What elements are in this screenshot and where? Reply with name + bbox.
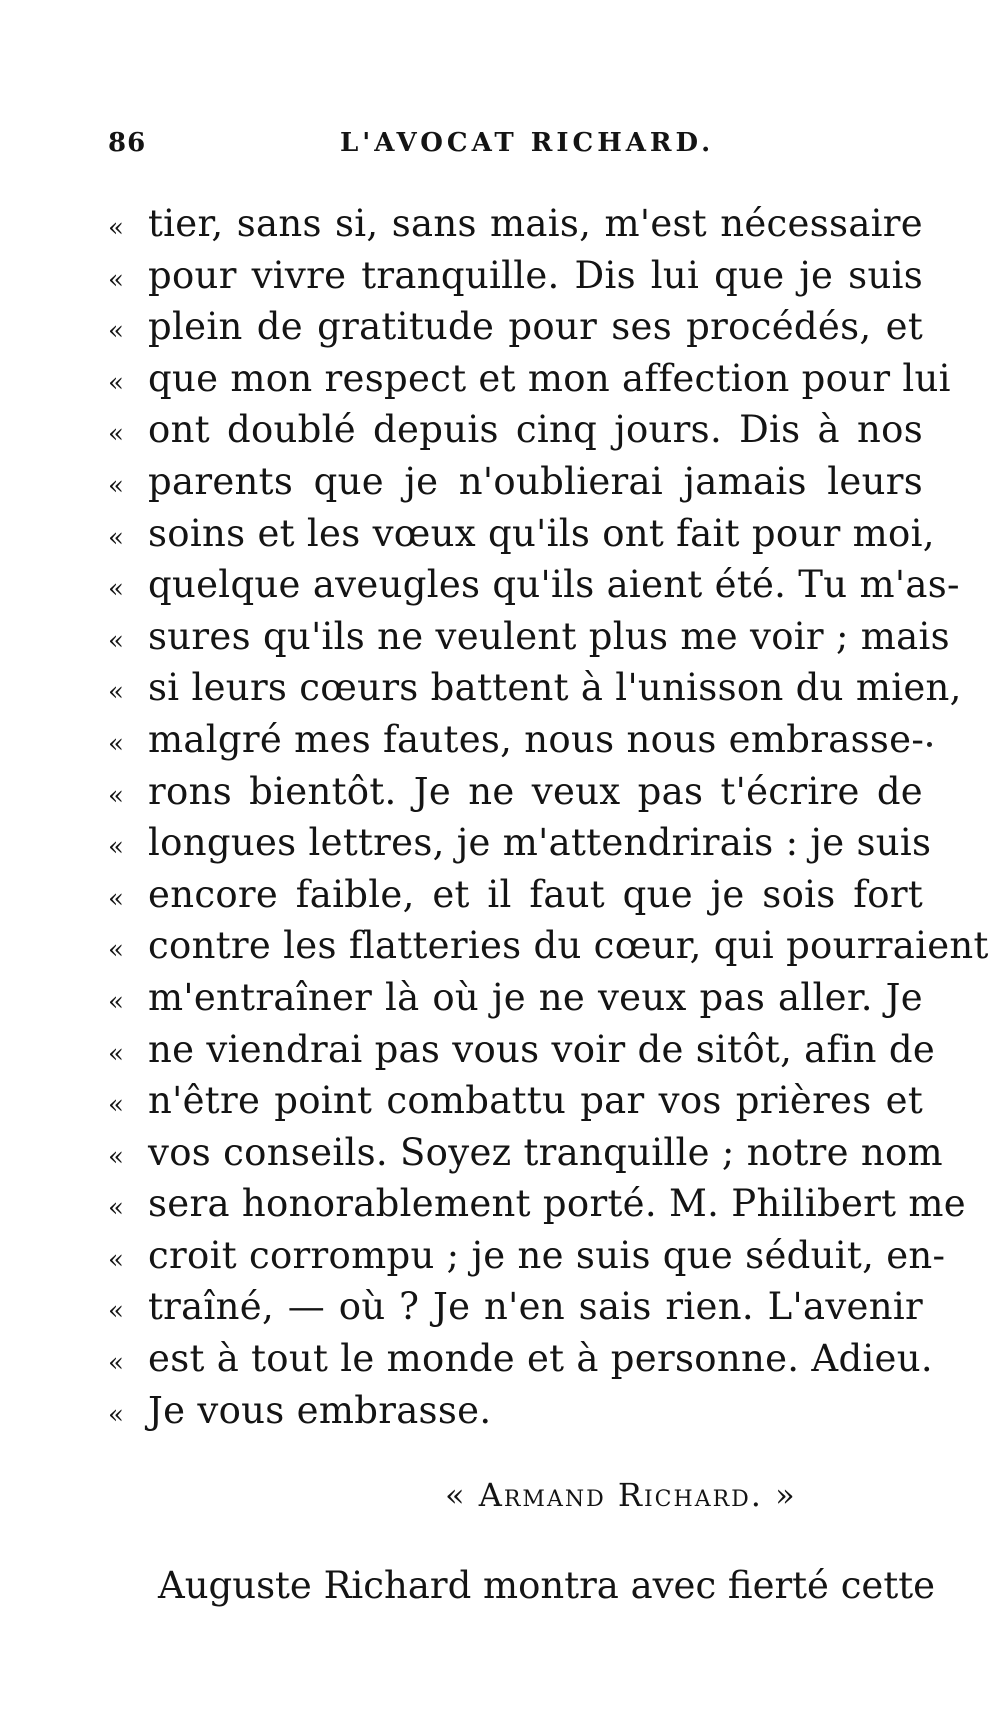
quote-mark: « <box>108 1038 124 1069</box>
letter-line-text: sures qu'ils ne veulent plus me voir ; mais <box>148 614 950 658</box>
quote-mark: « <box>108 522 124 553</box>
letter-line-text: sera honorablement porté. M. Philibert me <box>148 1182 966 1226</box>
letter-line <box>108 1075 923 1127</box>
letter-line-text: contre les flatteries du cœur, qui pourraient <box>148 924 989 968</box>
letter-line-text: croit corrompu ; je ne suis que séduit, en- <box>148 1233 946 1277</box>
letter-line <box>108 250 923 302</box>
letter-line <box>108 301 923 353</box>
letter-line <box>108 559 960 611</box>
letter-line-text: n'être point combattu par vos prières et <box>148 1079 923 1123</box>
letter-line-text: plein de gratitude pour ses procédés, et <box>148 305 923 349</box>
letter-line-text: est à tout le monde et à personne. Adieu. <box>148 1337 933 1381</box>
letter-line-text: ont doublé depuis cinq jours. Dis à nos <box>148 408 923 452</box>
letter-line-text: malgré mes fautes, nous nous embrasse- <box>148 717 925 761</box>
quote-mark: « <box>108 1141 124 1172</box>
letter-line <box>108 662 962 714</box>
quote-mark: « <box>108 1090 124 1121</box>
letter-line <box>108 198 923 250</box>
quote-mark: « <box>108 1399 124 1430</box>
letter-line <box>108 817 932 869</box>
letter-line <box>108 920 989 972</box>
letter-signature <box>445 1476 797 1514</box>
letter-line <box>108 508 935 560</box>
letter-line-text: soins et les vœux qu'ils ont fait pour moi, <box>148 511 935 555</box>
quote-mark: « <box>108 470 124 501</box>
running-title: L'AVOCAT RICHARD. <box>340 128 715 158</box>
letter-line <box>108 1385 923 1437</box>
letter-line <box>108 611 950 663</box>
quote-mark: « <box>108 1348 124 1379</box>
letter-line-text: si leurs cœurs battent à l'unisson du mien, <box>148 666 962 710</box>
quote-mark: « <box>108 574 124 605</box>
letter-line-text: pour vivre tranquille. Dis lui que je suis <box>148 253 923 297</box>
page-header <box>108 128 908 168</box>
letter-line <box>108 766 923 818</box>
quote-mark: « <box>108 213 124 243</box>
letter-line-text: longues lettres, je m'attendrirais : je suis <box>148 821 932 865</box>
quote-mark: « <box>108 780 124 811</box>
quote-mark: « <box>108 677 124 708</box>
letter-line-text: quelque aveugles qu'ils aient été. Tu m'as- <box>148 563 960 607</box>
quote-mark: « <box>108 367 124 398</box>
letter-body <box>108 198 989 1436</box>
letter-line <box>108 1024 936 1076</box>
letter-line-text: traîné, — où ? Je n'en sais rien. L'avenir <box>148 1285 923 1329</box>
page-number: 86 <box>108 128 147 158</box>
letter-line <box>108 1127 943 1179</box>
letter-line <box>108 1281 923 1333</box>
letter-line <box>108 404 923 456</box>
letter-line <box>108 714 923 766</box>
letter-line-text: encore faible, et il faut que je sois fort <box>148 872 923 916</box>
quote-mark: « <box>108 1244 124 1275</box>
letter-line <box>108 456 923 508</box>
letter-line-text: tier, sans si, sans mais, m'est nécessaire <box>148 202 923 245</box>
quote-mark: « <box>108 316 124 347</box>
letter-line-text: m'entraîner là où je ne veux pas aller. Je <box>148 975 923 1019</box>
quote-mark: « <box>108 264 124 295</box>
quote-mark: « <box>108 419 124 450</box>
quote-mark: « <box>108 883 124 914</box>
letter-line-text: que mon respect et mon affection pour lui <box>148 356 951 400</box>
quote-mark: « <box>108 728 124 759</box>
quote-mark: « <box>108 625 124 656</box>
quote-mark: « <box>108 935 124 966</box>
letter-line <box>108 1178 966 1230</box>
letter-line-text: parents que je n'oublierai jamais leurs <box>148 459 923 503</box>
letter-line-text: ne viendrai pas vous voir de sitôt, afin de <box>148 1027 936 1071</box>
signature-close-quote: » <box>775 1476 797 1514</box>
signature-name: Armand Richard. <box>478 1476 763 1514</box>
letter-line <box>108 869 923 921</box>
continuation-paragraph: Auguste Richard montra avec fierté cette <box>158 1564 935 1607</box>
quote-mark: « <box>108 986 124 1017</box>
letter-line <box>108 353 951 405</box>
letter-line-text: rons bientôt. Je ne veux pas t'écrire de <box>148 769 923 813</box>
quote-mark: « <box>108 1193 124 1224</box>
letter-line <box>108 1230 946 1282</box>
letter-line <box>108 972 923 1024</box>
letter-line <box>108 1333 933 1385</box>
quote-mark: « <box>108 1296 124 1327</box>
quote-mark: « <box>108 832 124 863</box>
letter-line-text: Je vous embrasse. <box>148 1388 492 1432</box>
signature-open-quote: « <box>445 1476 467 1514</box>
letter-line-text: vos conseils. Soyez tranquille ; notre nom <box>148 1130 943 1174</box>
print-speck <box>927 742 932 747</box>
